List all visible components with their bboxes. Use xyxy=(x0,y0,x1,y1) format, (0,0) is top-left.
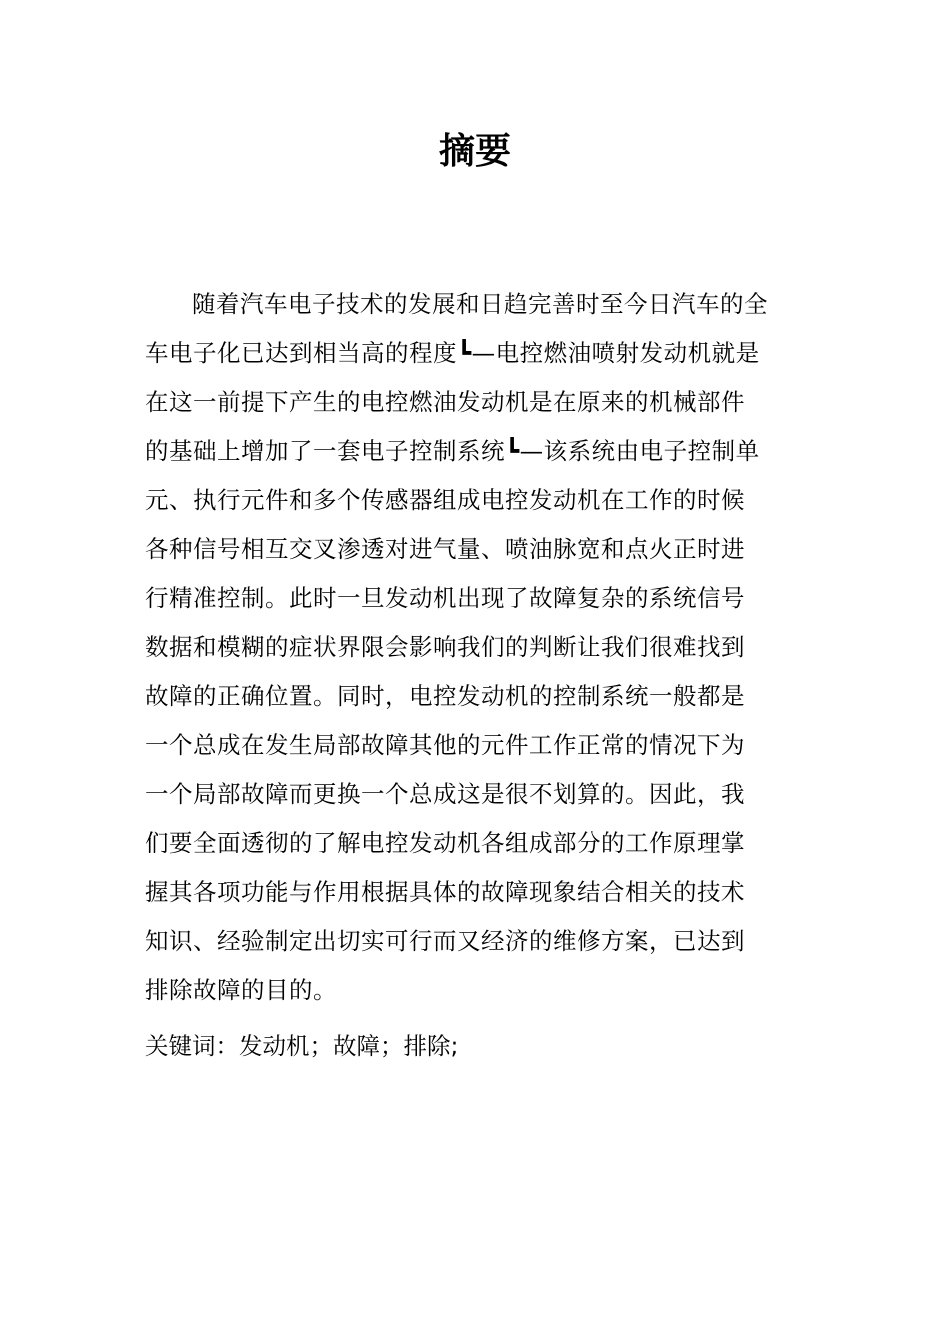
abstract-line: 一个局部故障而更换一个总成这是很不划算的。因此，我 xyxy=(145,780,745,808)
abstract-line: 各种信号相互交叉渗透对进气量、喷油脉宽和点火正时进 xyxy=(145,535,745,563)
abstract-line: 元、执行元件和多个传感器组成电控发动机在工作的时候 xyxy=(145,486,745,514)
abstract-line: 数据和模糊的症状界限会影响我们的判断让我们很难找到 xyxy=(145,633,745,661)
abstract-line: 们要全面透彻的了解电控发动机各组成部分的工作原理掌 xyxy=(145,829,745,857)
abstract-line: 故障的正确位置。同时，电控发动机的控制系统一般都是 xyxy=(145,682,745,710)
abstract-line: 一个总成在发生局部故障其他的元件工作正常的情况下为 xyxy=(145,731,745,759)
page-title: 摘要 xyxy=(438,131,511,172)
abstract-line: 行精准控制。此时一旦发动机出现了故障复杂的系统信号 xyxy=(145,584,745,612)
abstract-line: 车电子化已达到相当高的程度┗—电控燃油喷射发动机就是 xyxy=(145,339,760,367)
abstract-line: 排除故障的目的。 xyxy=(145,976,337,1004)
abstract-line: 在这一前提下产生的电控燃油发动机是在原来的机械部件 xyxy=(145,388,745,416)
abstract-line: 随着汽车电子技术的发展和日趋完善时至今日汽车的全 xyxy=(192,290,768,318)
abstract-body xyxy=(145,280,807,1015)
abstract-line: 的基础上增加了一套电子控制系统┗—该系统由电子控制单 xyxy=(145,437,760,465)
abstract-line: 握其各项功能与作用根据具体的故障现象结合相关的技术 xyxy=(145,878,745,906)
abstract-line: 知识、经验制定出切实可行而又经济的维修方案，已达到 xyxy=(145,927,745,955)
keywords-line: 关键词：发动机；故障；排除; xyxy=(145,1032,459,1060)
